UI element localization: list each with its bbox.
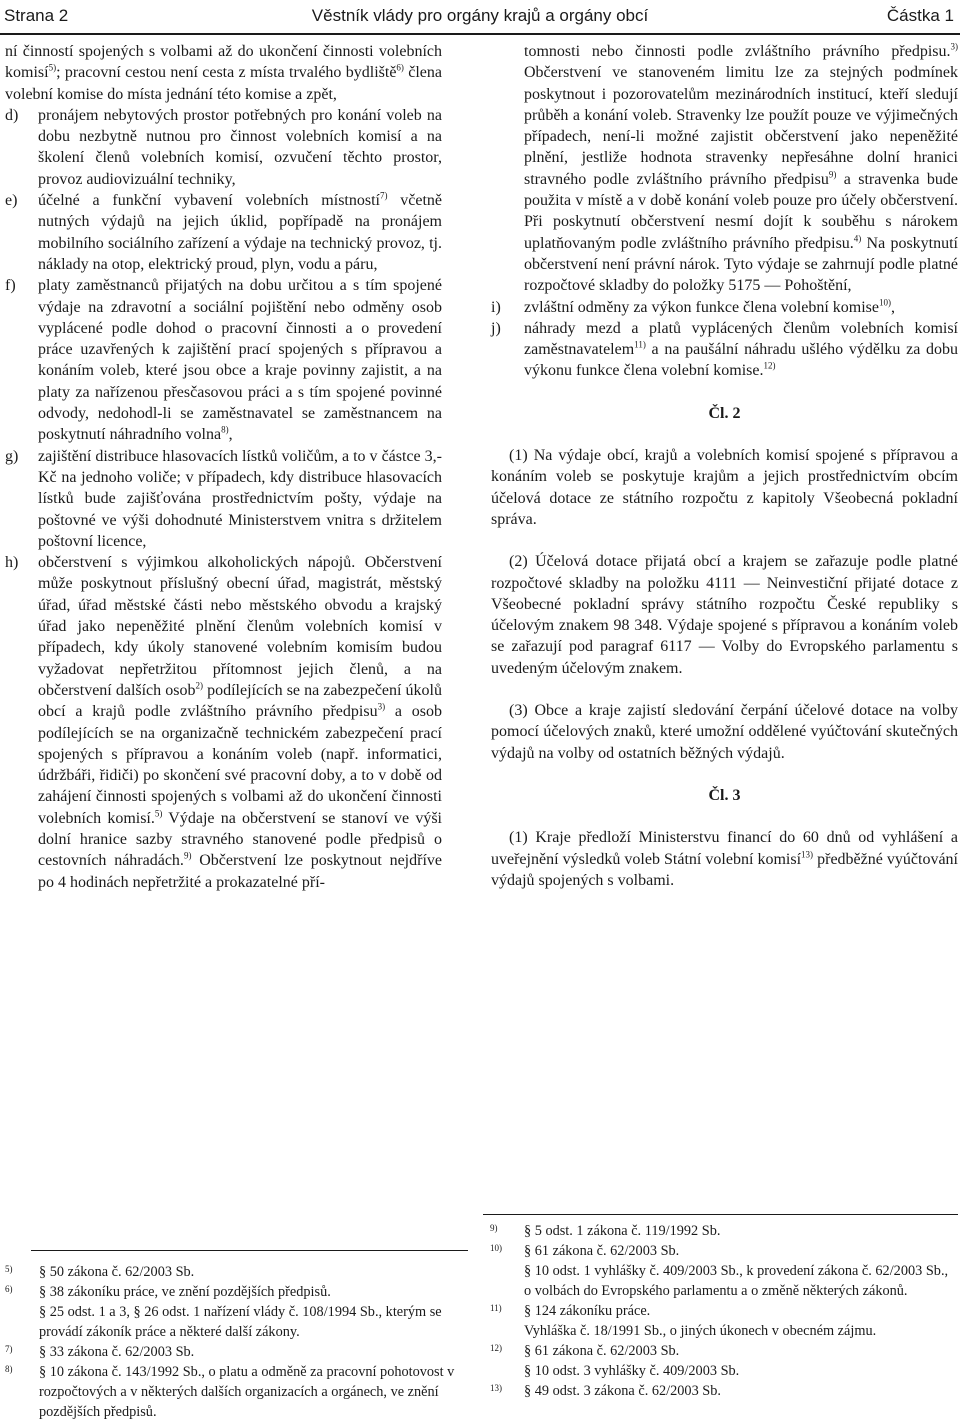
- article-3-heading: Čl. 3: [708, 786, 741, 804]
- list-item-f: f) platy zaměstnanců přijatých na dobu určitou a s tím spojené výdaje na zdravotní a sociální pojištění nebo odměny osob vyplácené podle dohod o pracovní činnosti a o provedení práce uzavřených k zajištění prací spojených s přípravou a konáním voleb, které jsou obce a kraje povinny zajistit, a na platy za nařízenou přesčasovou práci a s tím spojené povinné odvody, nedohodl-li se zaměstnavatel se zaměstnancem na poskytnutí náhradního volna$^{8)}$,: [5, 277, 442, 444]
- article-2-heading: Čl. 2: [708, 404, 741, 422]
- page-number: Strana 2: [4, 6, 69, 25]
- footnote: 8) § 10 zákona č. 143/1992 Sb., o platu a odměně za pracovní pohotovost v rozpočtových a v některých dalších organizacích a orgánech, ve znění pozdějších předpisů.: [5, 1364, 455, 1420]
- list-item-e: e) účelné a funkční vybavení volebních místností$^{7)}$ včetně nutných výdajů na jejich úklid, popřípadě na pronájem mobilního sociálního zařízení a výdaje na technický provoz, tj. náklady na otop, elektrický proud, plyn, vodu a páru,: [5, 190, 442, 273]
- list-item-d: d) pronájem nebytových prostor potřebných pro konání voleb na dobu nezbytně nutnou pro činnost volebních komisí a na školení členů volebních komisí, ozvučení těchto prostor, provoz audiovizuální techniky,: [5, 106, 442, 188]
- right-column: [491, 41, 958, 891]
- intro-paragraph: ní činností spojených s volbami až do ukončení činnosti volebních komisí$^{5)}$; pracovní cestou není cesta z místa trvalého bydliště$^{6)}$ člena volební komise do místa jednání této komise a zpět,: [5, 43, 443, 103]
- article-2-paragraph-3: (3) Obce a kraje zajistí sledování čerpání účelové dotace na volby pomocí účelových znaků, které umožní oddělené vyúčtování skutečných výdajů na volby od ostatních běžných výdajů.: [491, 702, 958, 762]
- list-item-i: i) zvláštní odměny za výkon funkce člena volební komise$^{10)}$,: [491, 297, 896, 316]
- footnote-rule-left: [31, 1250, 468, 1251]
- footnote: 9) § 5 odst. 1 zákona č. 119/1992 Sb.: [490, 1223, 721, 1239]
- footnote: 13) § 49 odst. 3 zákona č. 62/2003 Sb.: [490, 1383, 721, 1399]
- footnote: 12) § 61 zákona č. 62/2003 Sb. § 10 odst. 3 vyhlášky č. 409/2003 Sb.: [490, 1343, 740, 1379]
- list-item-h: h) občerstvení s výjimkou alkoholických nápojů. Občerstvení může poskytnout příslušný obecní úřad, magistrát, městský úřad, úřad městské části nebo městského obvodu a krajský úřad jako nepeněžité plnění členům volebních komisí v případech, kdy úkoly stanovené volebním komisím budou vyžadovat nepřetržitou přítomnost jejich členů, a na občerstvení dalších osob$^{2)}$ podílejících se na zabezpečení úkolů obcí a krajů podle zvláštního právního předpisu$^{3)}$ a osob podílejících se na organizačně technickém zabezpečení prací spojených s přípravou a konáním voleb (např. informatici, údržbáři, řidiči) po skončení své pracovní doby, a to v době od zahájení činnosti spojených s volbami až do ukončení činnosti volebních komisí.$^{5)}$ Výdaje na občerstvení se stanoví ve výši dolní hranice sazby stravného stanovené podle předpisů o cestovních náhradách.$^{9)}$ Občerstvení lze poskytnout nejdříve po 4 hodinách nepřetržité a prokazatelné pří-: [5, 554, 443, 891]
- continued-item-h: tomnosti nebo činnosti podle zvláštního právního předpisu.$^{3)}$ Občerstvení ve stanoveném limitu lze za stejných podmínek poskytnout i pozorovatelům mezinárodních institucí, kteří sledují průběh a konání voleb. Stravenky lze použít pouze ve výjimečných případech, není-li možné zajistit občerstvení jako nepeněžité plnění, jestliže hodnota stravenky nepřesáhne dolní hranici stravného podle zvláštního právního předpisu$^{9)}$ a stravenka bude použita v místě a v době konání voleb pouze pro účely občerstvení. Při poskytnutí občerstvení nesmí dojít k souběhu s nárokem uplatňovaným podle zvláštního právního předpisu.$^{4)}$ Na poskytnutí občerstvení není právní nárok. Tyto výdaje se zahrnují podle platné rozpočtové skladby do položky 5175 — Pohoštění,: [524, 41, 958, 295]
- page-header: [0, 0, 960, 32]
- article-2-paragraph-2: (2) Účelová dotace přijatá obcí a krajem se zařazuje podle platné rozpočtové skladby na položku 4111 — Neinvestiční přijaté dotace z Všeobecné pokladní správy státního rozpočtu České republiky s účelovým znakem 98 348. Výdaje spojené s přípravou a konáním voleb se zařazují pod paragraf 6117 — Volby do Evropského parlamentu s uvedeným účelovým znakem.: [491, 553, 958, 677]
- list-item-g: g) zajištění distribuce hlasovacích lístků voličům, a to v částce 3,- Kč na jednoho voliče; v případech, kdy distribuce hlasovacích lístků bude zajišťována prostřednictvím pošty, výdaje na poštovné ve výši dohodnuté Ministerstvem vnitra s držitelem poštovní licence,: [5, 447, 442, 550]
- list-item-j: j) náhrady mezd a platů vyplácených členům volebních komisí zaměstnavatelem$^{11)}$ a na paušální náhradu ušlého výdělku za dobu výkonu funkce člena volební komise.$^{12)}$: [491, 319, 958, 380]
- footnote: 5) § 50 zákona č. 62/2003 Sb.: [5, 1264, 195, 1280]
- footnote: 7) § 33 zákona č. 62/2003 Sb.: [5, 1344, 195, 1360]
- footnotes-left: [5, 1262, 468, 1422]
- footnotes-right: [490, 1221, 958, 1401]
- article-3-paragraph-1: (1) Kraje předloží Ministerstvu financí do 60 dnů od vyhlášení a uveřejnění výsledků voleb Státní volební komisí$^{13)}$ předběžné vyúčtování výdajů spojených s volbami.: [491, 829, 958, 889]
- footnote: 11) § 124 zákoníku práce. Vyhláška č. 18/1991 Sb., o jiných úkonech v obecném zájmu.: [490, 1303, 877, 1339]
- left-column: [5, 41, 442, 893]
- footnote: 6) § 38 zákoníku práce, ve znění pozdějších předpisů. § 25 odst. 1 a 3, § 26 odst. 1 nařízení vlády č. 108/1994 Sb., kterým se provádí zákoník práce a některé další zákony.: [5, 1284, 442, 1340]
- footnote-rule-right: [483, 1214, 958, 1215]
- header-rule: [0, 33, 960, 35]
- footnote: 10) § 61 zákona č. 62/2003 Sb. § 10 odst. 1 vyhlášky č. 409/2003 Sb., k provedení zákona č. 62/2003 Sb., o volbách do Evropského parlamentu a o změně některých zákonů.: [490, 1243, 949, 1299]
- article-2-paragraph-1: (1) Na výdaje obcí, krajů a volebních komisí spojené s přípravou a konáním voleb se poskytuje krajům a jejich prostřednictvím obcím účelová dotace ze státního rozpočtu z kapitoly Všeobecná pokladní správa.: [491, 447, 958, 528]
- publication-title: Věstník vlády pro orgány krajů a orgány obcí: [311, 6, 649, 25]
- issue-number: Částka 1: [886, 6, 954, 25]
